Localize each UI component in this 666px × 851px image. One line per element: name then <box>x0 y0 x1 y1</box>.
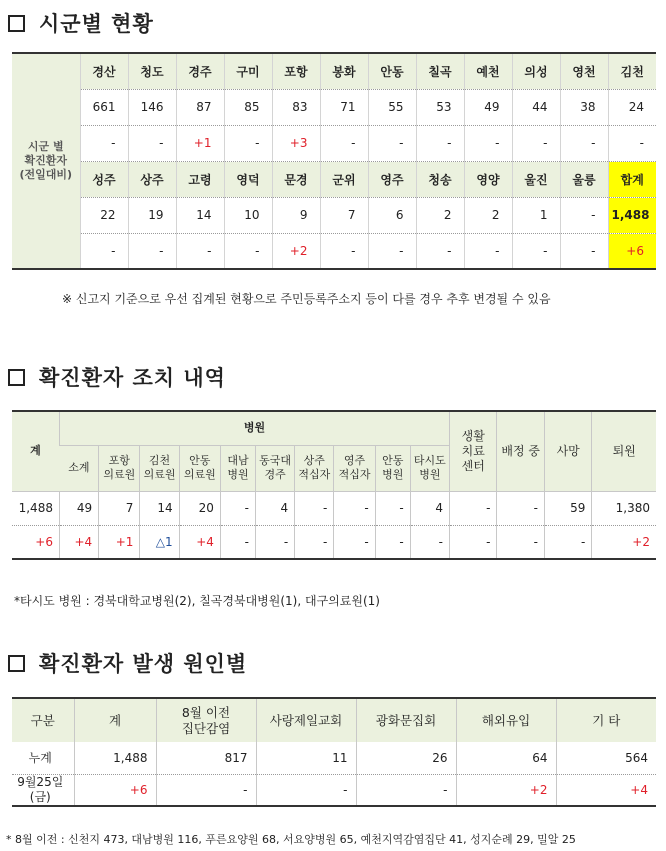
city-change-row <box>12 125 656 161</box>
city-count: 1 <box>512 197 560 233</box>
measure-count: 20 <box>179 491 220 525</box>
cause-header: 광화문집회 <box>356 698 456 742</box>
city-change: +3 <box>272 125 320 161</box>
section-title-city-status: 시군별 현황 <box>8 8 154 38</box>
cause-daily: - <box>356 774 456 806</box>
measure-count: 59 <box>544 491 591 525</box>
causes-table <box>12 697 656 807</box>
measure-count: 1,380 <box>592 491 656 525</box>
cause-daily: - <box>156 774 256 806</box>
hospital-column-header: 영주 적십자 <box>334 445 375 491</box>
section-title-causes: 확진환자 발생 원인별 <box>8 648 247 678</box>
city-name: 경산 <box>80 53 128 89</box>
city-change: - <box>80 233 128 269</box>
hospital-column-header: 김천 의료원 <box>140 445 179 491</box>
measure-count: 4 <box>255 491 294 525</box>
cause-daily: +2 <box>456 774 556 806</box>
city-count-row <box>12 89 656 125</box>
measure-count: - <box>295 491 334 525</box>
city-change: - <box>224 233 272 269</box>
city-change: - <box>368 233 416 269</box>
header-death: 사망 <box>544 411 591 491</box>
city-name: 구미 <box>224 53 272 89</box>
city-count: 7 <box>320 197 368 233</box>
cause-header: 8월 이전 집단감염 <box>156 698 256 742</box>
checkbox-square-icon <box>8 655 25 672</box>
city-count: 10 <box>224 197 272 233</box>
city-count: - <box>560 197 608 233</box>
header-assigning: 배정 중 <box>497 411 544 491</box>
city-count: 53 <box>416 89 464 125</box>
cause-header: 해외유입 <box>456 698 556 742</box>
measure-change: - <box>544 525 591 559</box>
city-change: - <box>416 233 464 269</box>
measure-change: - <box>295 525 334 559</box>
city-name: 안동 <box>368 53 416 89</box>
cause-cumulative: 26 <box>356 742 456 774</box>
cause-cumulative: 누계 <box>12 742 74 774</box>
header-total: 계 <box>12 411 59 491</box>
city-name: 합계 <box>608 161 656 197</box>
city-count: 71 <box>320 89 368 125</box>
city-change: - <box>560 233 608 269</box>
city-name: 의성 <box>512 53 560 89</box>
city-name: 영양 <box>464 161 512 197</box>
section-title-measures: 확진환자 조치 내역 <box>8 362 226 392</box>
measures-table <box>12 410 656 560</box>
city-name: 청송 <box>416 161 464 197</box>
measure-count: - <box>497 491 544 525</box>
city-count: 87 <box>176 89 224 125</box>
causes-cumulative-row <box>12 742 656 774</box>
cause-daily: 9월25일 (금) <box>17 775 64 804</box>
city-change: +2 <box>272 233 320 269</box>
city-change: - <box>176 233 224 269</box>
measure-count: - <box>334 491 375 525</box>
city-change: - <box>368 125 416 161</box>
cause-cumulative: 564 <box>556 742 656 774</box>
row-label: 시군 별 확진환자 (전일대비) <box>12 53 80 269</box>
city-status-table <box>12 52 656 270</box>
city-name: 울진 <box>512 161 560 197</box>
city-name: 울릉 <box>560 161 608 197</box>
measure-count: - <box>375 491 410 525</box>
cause-header: 기 타 <box>556 698 656 742</box>
city-count: 14 <box>176 197 224 233</box>
city-name: 성주 <box>80 161 128 197</box>
measures-count-row <box>12 491 656 525</box>
city-count: 2 <box>464 197 512 233</box>
measures-note: *타시도 병원 : 경북대학교병원(2), 칠곡경북대병원(1), 대구의료원(1) <box>14 594 380 608</box>
city-name: 문경 <box>272 161 320 197</box>
measures-header-row-1 <box>12 411 656 445</box>
causes-note: * 8월 이전 : 신천지 473, 대남병원 116, 푸른요양원 68, 서요양병원 65, 예천지역감염집단 41, 성지순례 29, 밀알 25 <box>6 833 576 846</box>
city-count: 24 <box>608 89 656 125</box>
measure-count: - <box>220 491 255 525</box>
city-count: 19 <box>128 197 176 233</box>
measure-change: - <box>410 525 449 559</box>
causes-header-row <box>12 698 656 742</box>
cause-cumulative: 64 <box>456 742 556 774</box>
city-name: 경주 <box>176 53 224 89</box>
measure-change: +1 <box>99 525 140 559</box>
header-hospital: 병원 <box>59 411 449 445</box>
city-change: +1 <box>176 125 224 161</box>
measure-count: - <box>449 491 496 525</box>
city-name: 상주 <box>128 161 176 197</box>
city-count: 1,488 <box>608 197 656 233</box>
measure-change: △1 <box>140 525 179 559</box>
cause-cumulative: 1,488 <box>74 742 156 774</box>
city-name: 군위 <box>320 161 368 197</box>
cause-header: 구분 <box>12 698 74 742</box>
city-count: 22 <box>80 197 128 233</box>
city-name: 김천 <box>608 53 656 89</box>
city-change: - <box>464 233 512 269</box>
city-change-row <box>12 233 656 269</box>
measure-change: - <box>449 525 496 559</box>
city-count: 55 <box>368 89 416 125</box>
hospital-column-header: 타시도 병원 <box>410 445 449 491</box>
measure-change: - <box>255 525 294 559</box>
city-name: 영덕 <box>224 161 272 197</box>
header-discharged: 퇴원 <box>592 411 656 491</box>
measure-count: 49 <box>59 491 98 525</box>
cause-daily: +6 <box>74 774 156 806</box>
city-change: - <box>320 125 368 161</box>
cause-daily: +4 <box>556 774 656 806</box>
measure-count: 7 <box>99 491 140 525</box>
measure-change: - <box>375 525 410 559</box>
city-change: - <box>128 125 176 161</box>
measure-change: +4 <box>59 525 98 559</box>
city-count: 2 <box>416 197 464 233</box>
measures-change-row <box>12 525 656 559</box>
city-name: 봉화 <box>320 53 368 89</box>
city-change: - <box>320 233 368 269</box>
city-name: 포항 <box>272 53 320 89</box>
cause-cumulative: 817 <box>156 742 256 774</box>
checkbox-square-icon <box>8 369 25 386</box>
cause-daily: - <box>256 774 356 806</box>
city-change: - <box>224 125 272 161</box>
hospital-column-header: 포항 의료원 <box>99 445 140 491</box>
hospital-column-header: 동국대 경주 <box>255 445 294 491</box>
hospital-column-header: 대남 병원 <box>220 445 255 491</box>
measure-change: - <box>497 525 544 559</box>
measure-change: +4 <box>179 525 220 559</box>
checkbox-square-icon <box>8 15 25 32</box>
city-count: 38 <box>560 89 608 125</box>
city-change: - <box>560 125 608 161</box>
measure-count: 4 <box>410 491 449 525</box>
city-change: - <box>416 125 464 161</box>
cause-header: 계 <box>74 698 156 742</box>
city-count: 6 <box>368 197 416 233</box>
header-life-center: 생활 치료 센터 <box>449 411 496 491</box>
city-count: 9 <box>272 197 320 233</box>
measure-count: 1,488 <box>12 491 59 525</box>
hospital-column-header: 상주 적십자 <box>295 445 334 491</box>
city-name: 영천 <box>560 53 608 89</box>
city-name: 영주 <box>368 161 416 197</box>
city-change: - <box>512 125 560 161</box>
city-count: 44 <box>512 89 560 125</box>
measure-change: +6 <box>12 525 59 559</box>
city-change: - <box>464 125 512 161</box>
city-count: 85 <box>224 89 272 125</box>
city-name: 예천 <box>464 53 512 89</box>
city-count-row <box>12 197 656 233</box>
city-header-row <box>12 53 656 89</box>
city-header-row <box>12 161 656 197</box>
hospital-column-header: 안동 의료원 <box>179 445 220 491</box>
cause-header: 사랑제일교회 <box>256 698 356 742</box>
city-change: - <box>512 233 560 269</box>
city-name: 고령 <box>176 161 224 197</box>
hospital-column-header: 안동 병원 <box>375 445 410 491</box>
city-count: 49 <box>464 89 512 125</box>
hospital-column-header: 소계 <box>59 445 98 491</box>
city-count: 661 <box>80 89 128 125</box>
measure-change: - <box>220 525 255 559</box>
city-change: - <box>128 233 176 269</box>
city-change: - <box>80 125 128 161</box>
causes-daily-row <box>12 774 656 806</box>
measure-change: - <box>334 525 375 559</box>
measure-change: +2 <box>592 525 656 559</box>
city-name: 칠곡 <box>416 53 464 89</box>
city-name: 청도 <box>128 53 176 89</box>
city-change: - <box>608 125 656 161</box>
measure-count: 14 <box>140 491 179 525</box>
cause-cumulative: 11 <box>256 742 356 774</box>
city-change: +6 <box>608 233 656 269</box>
city-count: 83 <box>272 89 320 125</box>
city-status-note: ※ 신고지 기준으로 우선 집계된 현황으로 주민등록주소지 등이 다를 경우 추후 변경될 수 있음 <box>62 292 551 306</box>
city-count: 146 <box>128 89 176 125</box>
